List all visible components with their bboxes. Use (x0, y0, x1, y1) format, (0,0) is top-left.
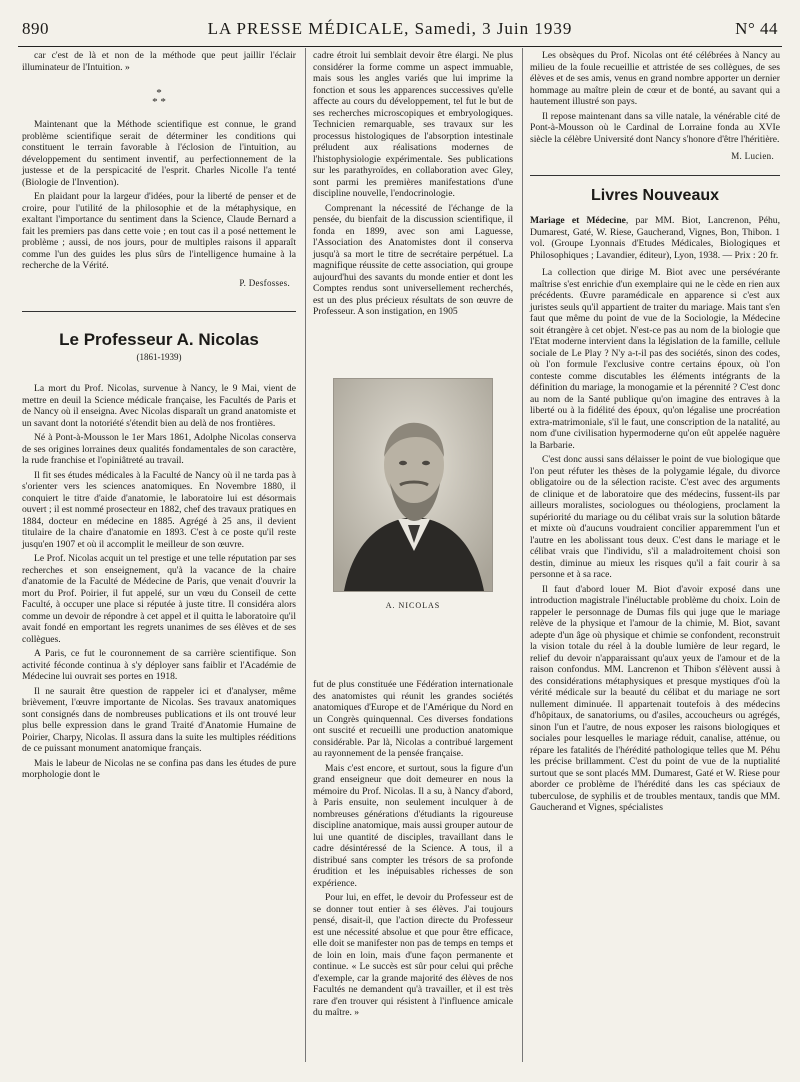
book-reference (530, 215, 780, 261)
page-header (22, 14, 778, 44)
intro-text: car c'est de là et non de la méthode que peut jaillir l'éclair illuminateur de l'Intuition. » (22, 50, 296, 73)
paragraph: Pour lui, en effet, le devoir du Professeur est de se donner tout entier à ses élèves. J'ai toujours pensé, disait-il, que l'action directe du Professeur est une nécessité absolue et que pour être efficace, elle doit se manifester non pas de temps en temps et de loin en loin, mais d'une façon permanente et continue. « Le succès est sûr pour celui qui prêche d'exemple, car la grande majorité des élèves de nos Facultés ne demandent qu'à travailler, et il est très rare d'en trouver qui résistent à l'influence amicale du maître. » (313, 892, 513, 1018)
portrait-caption: A. NICOLAS (385, 600, 441, 610)
section-divider (22, 311, 296, 312)
paragraph: fut de plus constituée une Fédération internationale des anatomistes qui réunit les grandes sociétés anatomiques d'Europe et de l'Amérique du Nord en un Congrès quinquennal. Ces diverses fondations ont suscité et recueilli une production anatomique considérable. Par là, Nicolas a contribué largement au rayonnement de la pensée française. (313, 679, 513, 759)
issue-number: N° 44 (735, 19, 778, 38)
column-2 (313, 50, 513, 1022)
page-number: 890 (22, 19, 49, 38)
paragraph: En plaidant pour la largeur d'idées, pour la liberté de penser et de croire, pour l'utilité de la philosophie et de la métaphysique, en exaltant l'importance du sentiment dans la Science, Claude Bernard a fait les premiers pas dans cette voie ; en tout cas il a posé nettement le problème ; aussi, de nos jours, pour de multiples raisons il apparaît comme l'un des guides les plus sûrs de l'intelligence humaine à la recherche de la Vérité. (22, 191, 296, 271)
paragraph: Maintenant que la Méthode scientifique est connue, le grand problème scientifique serait de déterminer les conditions qui constituent le terrain favorable à l'éclosion de l'intuition, au développement du sentiment inventif, au perfectionnement de la justesse et de la perspicacité de l'esprit. Charles Nicolle l'a tenté (Biologie de l'Invention). (22, 119, 296, 188)
paragraph: Né à Pont-à-Mousson le 1er Mars 1861, Adolphe Nicolas conserva de ses origines lorraines deux qualités fondamentales de son caractère, la rude franchise et l'opiniâtreté au travail. (22, 432, 296, 466)
masthead: LA PRESSE MÉDICALE, Samedi, 3 Juin 1939 (207, 19, 573, 38)
paragraph: Mais c'est encore, et surtout, sous la figure d'un grand enseigneur que doit demeurer en nous la mémoire du Prof. Nicolas. Il a su, à Nancy d'abord, à Paris ensuite, non seulement inculquer à de nombreuses générations d'étudiants la rigoureuse discipline anatomique, mais aussi grouper autour de lui une quantité de disciples, travaillant dans le cadre désintéressé de la Science. A tous, il a distribué sans compter les trésors de sa profonde érudition et les inépuisables richesses de son expérience. (313, 762, 513, 889)
paragraph: Il faut d'abord louer M. Biot d'avoir exposé dans une introduction magistrale l'inéluctable problème du choix. Loin de rappeler le personnage de Dumas fils qui juge que le mariage relève de la physique et l'amour de la chimie, M. Biot, savant adepte d'un âge où physique et chimie se confondent, reconstruit la vision totale du réel à la double lumière de leur regard, le relief du devoir n'apparaissant qu'aux yeux de l'amour et de la raison confondus. MM. Lancrenon et Thibon s'élèvent aussi à des considérations métaphysiques et presque mystiques d'où la vérité médicale sur la beauté du célibat et du mariage ne sort nullement diminuée. Il appartenait toutefois à des médecins d'hôpitaux, de sanatoriums, ou d'asiles, accoucheurs ou agrégés, sinon l'un et l'autre, de nous exposer les raisons biologiques et sociales pour lesquelles le mariage réduit, canalise, atténue, ou répare les fatalités de l'hérédité pathologique telles que M. Péhu les précise brillamment. C'est du point de vue de la nuptialité surtout que se sont placés MM. Dumarest, Gaté et W. Riese pour aborder ce problème de l'hérédité dans les cas spéciaux de tuberculose, de syphilis et de troubles mentaux, tandis que MM. Gaucherand et Vignes, spécialistes (530, 583, 780, 813)
paragraph: Il repose maintenant dans sa ville natale, la vénérable cité de Pont-à-Mousson où le Cardinal de Lorraine fonda au XVIe siècle la célèbre Université dont Nancy s'honore d'être l'héritière. (530, 110, 780, 145)
section-divider (530, 175, 780, 176)
paragraph: A Paris, ce fut le couronnement de sa carrière scientifique. Son activité féconde continua à s'y déployer sans faiblir et l'Académie de Médecine lui ouvrait ses portes en 1918. (22, 648, 296, 682)
paragraph: Il fit ses études médicales à la Faculté de Nancy où il ne tarda pas à s'orienter vers les sciences anatomiques. En Novembre 1880, il conquiert le titre d'aide d'anatomie, le laboratoire lui est désormais ouvert ; il est nommé prosecteur en 1882, chef des travaux pratiques en 1884, docteur en médecine en 1885. Agrégé à 25 ans, il devient titulaire de la chaire d'anatomie en 1893. C'est à ce poste qu'il reste jusqu'en 1907 et où il accomplit le meilleur de son œuvre. (22, 469, 296, 550)
section-title: Livres Nouveaux (590, 186, 720, 204)
paragraph: Comprenant la nécessité de l'échange de la pensée, du bienfait de la discussion scientifique, il fonda en 1899, avec son ami Laguesse, l'Association des Anatomistes dont il conserva jusqu'à sa mort le titre de secrétaire perpétuel. La magnifique réussite de cette association, qui groupe aujourd'hui des savants du monde entier et dont les Comptes rendus sont universellement recherchés, est un des plus précieux résultats de son œuvre de Professeur. A son instigation, en 1905 (313, 202, 513, 317)
paragraph: Les obsèques du Prof. Nicolas ont été célébrées à Nancy au milieu de la foule recueillie et attristée de ses collègues, de ses élèves et de ses amis, venus en grand nombre apporter un dernier hommage au maître plein de cœur et de bonté, au savant qui a hautement illustré son pays. (530, 50, 780, 107)
paragraph: La collection que dirige M. Biot avec une persévérante maîtrise s'est enrichie d'un exemplaire qui ne le cède en rien aux précédents. Œuvre paramédicale en apparence si c'est aux juristes seuls qu'il appartient de traiter du mariage. Mais tant s'en faut que même du point de vue de la Sociologie, la Médecine soit étrangère à cet objet. N'est-ce pas au nom de la biologie que l'Etat moderne intervient dans la législation de la famille, cellule sociale de Le Play ? N'y a-t-il pas des sociétés, sinon des codes, où l'on formule l'exclusive contre certains époux, où l'on conteste comme discutables les éléments intégrants de la définition du mariage, la monogamie et la pérennité ? C'est donc au nom de la Santé publique qu'on imagine des entraves à la liberté ou à la fidélité des époux, qu'on légalise une procréation extra-matrimoniale, s'il le faut, une conscription de la natalité, au nom d'une civilisation hypermoderne qu'on eût appelée naguère la Barbarie. (530, 267, 780, 451)
column-divider-2 (522, 48, 523, 1062)
header-rule (18, 46, 782, 47)
portrait-illustration (334, 379, 492, 591)
paragraph: Le Prof. Nicolas acquit un tel prestige et une telle réputation par ses recherches et son enseignement, qu'à la vacance de la chaire d'anatomie de la Faculté de Médecine de Paris, que venait d'ouvrir la mort du Prof. Poirier, il fut appelé, sur un vœu du Conseil de cette Faculté, à occuper une place si réputée à juste titre. Il considéra alors comme un devoir de répondre à cet appel et il quitta le laboratoire qu'il avait fondé en emportant les regrets unanimes de ses élèves et de ses collègues. (22, 553, 296, 645)
column-1 (22, 50, 296, 784)
portrait-photo (333, 378, 493, 592)
book-details: , par MM. Biot, Lancrenon, Péhu, Dumarest, Gaté, W. Riese, Gaucherand, Vignes, Bon, Thibon. 1 vol. (Groupe Lyonnais d'Etudes Médicales, Biologiques et Philosophiques ; Lavandier, éditeur), Lyon, 1938. — Prix : 20 fr. (530, 215, 780, 261)
paragraph: cadre étroit lui semblait devoir être élargi. Ne plus considérer la forme comme un aspect immuable, mais sous les angles variés que lui imprime la fonction et sous les apparences successives qu'elle affecte au cours du développement, tel fut le but de ses recherches microscopiques et embryologiques. Technicien remarquable, ses travaux sur les processus histologiques de l'absorption intestinale préludent aux réalisations modernes de l'histophysiologie expérimentale. Ses publications sur les parathyroïdes, en collaboration avec Gley, sont parmi les premières manifestations d'une discipline nouvelle, l'endocrinologie. (313, 50, 513, 199)
book-title: Mariage et Médecine (530, 215, 626, 226)
paragraph: C'est donc aussi sans délaisser le point de vue biologique que l'on peut réfuter les thèses de la polygamie légale, du divorce obligatoire ou de la sélection raciste. C'est avec des arguments de clinique et de laboratoire que des médecins, fussent-ils par ailleurs moralistes, sociologues ou théologiens, proclament la supériorité du mariage ou du célibat vrais sur la solution bâtarde et mixte où d'aucuns voudraient concilier apparemment l'un et l'autre en les abolissant tous deux. C'est dans le mariage et le célibat vrais que l'individu, s'il a maladroitement choisi son destin, diminue au mieux les risques qu'il a fait courir à sa personne et à sa race. (530, 454, 780, 580)
column-3 (530, 50, 780, 817)
paragraph: La mort du Prof. Nicolas, survenue à Nancy, le 9 Mai, vient de mettre en deuil la Science médicale française, les Facultés de Paris et de Nancy où il enseigna. Avec Nicolas disparaît un grand anatomiste et un savant dont la notoriété s'étendit bien au delà de nos frontières. (22, 383, 296, 429)
signature: M. Lucien. (731, 151, 774, 161)
paragraph: Il ne saurait être question de rappeler ici et d'analyser, même brièvement, l'œuvre importante de Nicolas. Ses travaux anatomiques sont consignés dans de nombreuses publications et ils ont trouvé leur plus belle expression dans le grand Traité d'Anatomie Humaine de Poirier, Charpy, Nicolas. Il assura dans la suite les multiples rééditions de ce puissant monument anatomique français. (22, 685, 296, 754)
signature: P. Desfosses. (239, 277, 290, 288)
section-stars: * * * (152, 87, 166, 108)
article-dates: (1861-1939) (136, 351, 182, 362)
article-title: Le Professeur A. Nicolas (59, 330, 259, 349)
column-divider-1 (305, 48, 306, 1062)
paragraph: Mais le labeur de Nicolas ne se confina pas dans les études de pure morphologie dont le (22, 757, 296, 780)
